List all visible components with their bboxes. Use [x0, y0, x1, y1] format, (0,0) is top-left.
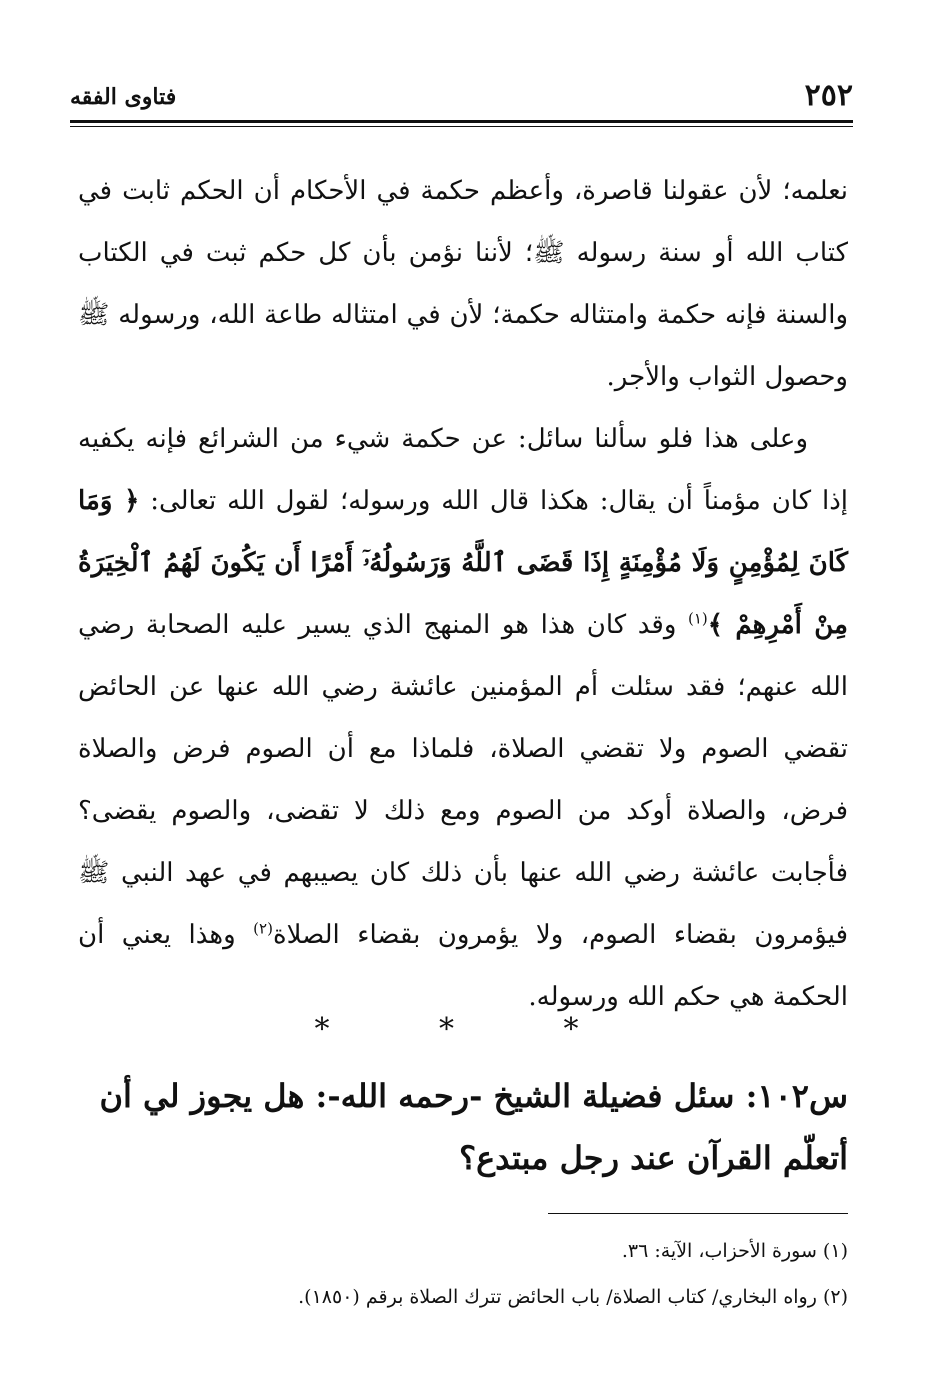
- footnote-ref-2: (٢): [253, 919, 273, 938]
- footnote-1: (١) سورة الأحزاب، الآية: ٣٦.: [621, 1240, 848, 1262]
- paragraph-2-intro: وعلى هذا فلو سألنا سائل: عن حكمة شيء من الشرائع فإنه يكفيه إذا كان مؤمناً أن يقال: هكذا قال الله ورسوله؛ لقول الله تعالى:: [78, 424, 848, 516]
- paragraph-2-rest: وقد كان هذا هو المنهج الذي يسير عليه الصحابة رضي الله عنهم؛ فقد سئلت أم المؤمنين عائشة رضي الله عنها عن الحائض تقضي الصوم ولا تقضي الصلاة، فلماذا مع أن الصوم فرض والصلاة فرض، والصلاة أوكد من الصوم ومع ذلك لا تقضى، والصوم يقضى؟ فأجابت عائشة رضي الله عنها بأن ذلك كان يصيبهم في عهد النبي ﷺ فيؤمرون بقضاء الصوم، ولا يؤمرون بقضاء الصلاة: [78, 610, 848, 950]
- paragraph-2-end: وهذا يعني أن الحكمة هي حكم الله ورسوله.: [78, 920, 848, 1012]
- quran-verse: ﴿ وَمَا كَانَ لِمُؤْمِنٍ وَلَا مُؤْمِنَةٍ إِذَا قَضَى ٱللَّهُ وَرَسُولُهُۥٓ أَمْرًا أَن يَكُونَ لَهُمُ ٱلْخِيَرَةُ مِنْ أَمْرِهِمْ ﴾: [78, 486, 848, 640]
- running-title: فتاوى الفقه: [70, 84, 177, 110]
- footnote-ref-1: (١): [687, 609, 708, 628]
- page-header: [70, 78, 853, 116]
- page-number: ٢٥٢: [804, 78, 853, 113]
- paragraph-2: [78, 408, 848, 1028]
- header-rule-thin: [70, 126, 853, 127]
- footnotes: [70, 1228, 848, 1320]
- question-heading: س١٠٢: سئل فضيلة الشيخ -رحمه الله-: هل يجوز لي أن أتعلّم القرآن عند رجل مبتدع؟: [99, 1077, 848, 1177]
- footnote-rule: [548, 1213, 848, 1214]
- main-text: [78, 160, 848, 1028]
- paragraph-1: نعلمه؛ لأن عقولنا قاصرة، وأعظم حكمة في الأحكام أن الحكم ثابت في كتاب الله أو سنة رسوله ﷺ؛ لأننا نؤمن بأن كل حكم ثبت في الكتاب والسنة فإنه حكمة وامتثاله حكمة؛ لأن في امتثاله طاعة الله، ورسوله ﷺ وحصول الثواب والأجر.: [78, 176, 848, 392]
- section-separator: * * *: [314, 1012, 629, 1047]
- footnote-2: (٢) رواه البخاري/ كتاب الصلاة/ باب الحائض تترك الصلاة برقم (١٨٥٠).: [298, 1286, 848, 1308]
- header-rule-thick: [70, 120, 853, 123]
